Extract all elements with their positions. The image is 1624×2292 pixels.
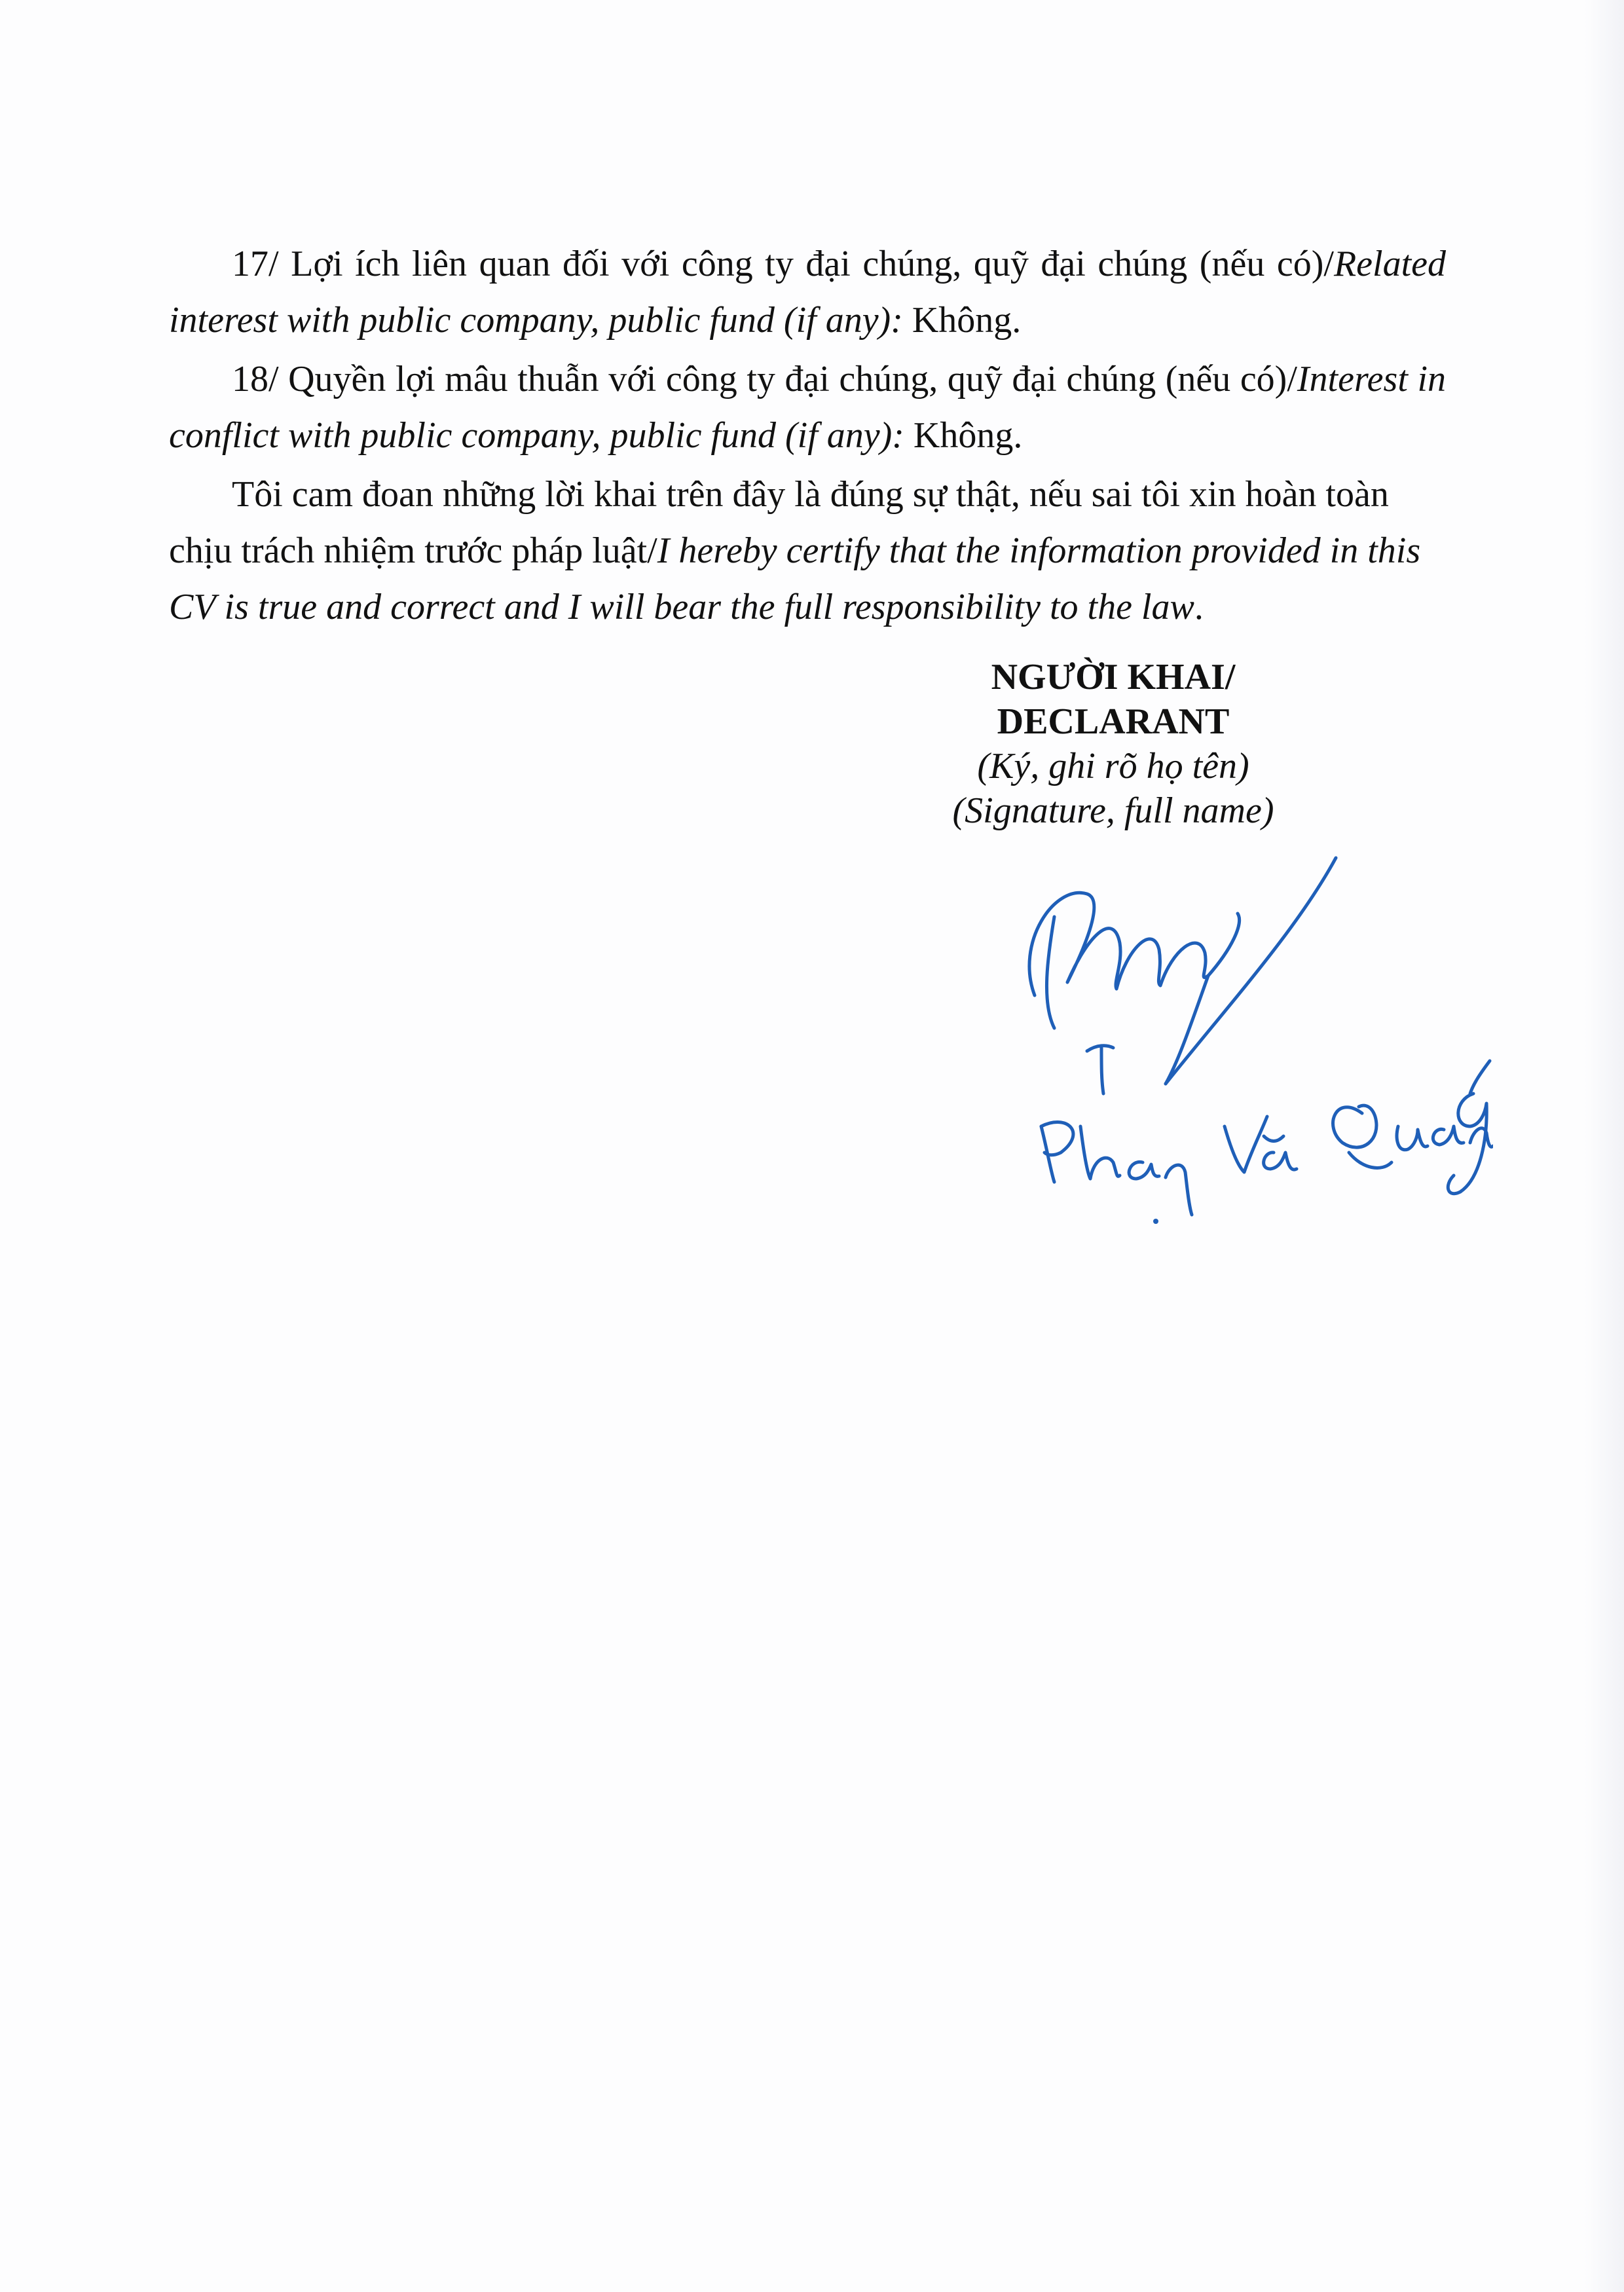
item-18-answer: Không.	[904, 415, 1023, 456]
page-edge-shadow	[1585, 0, 1624, 2292]
declaration-body	[169, 236, 1446, 638]
item-17-paragraph	[169, 236, 1446, 348]
item-18-paragraph	[169, 351, 1446, 464]
item-18-english: Interest in conflict with public company, public fund (if any):	[169, 359, 1447, 456]
certification-text: Tôi cam đoan những lời khai trên đây là đúng sự thật, nếu sai tôi xin hoàn toàn chịu trách nhiệm trước pháp luật/	[169, 474, 1389, 571]
declarant-title-line1: NGƯỜI KHAI/	[991, 657, 1236, 697]
handwritten-signature	[956, 786, 1493, 1231]
item-18-text: 18/ Quyền lợi mâu thuẫn với công ty đại chúng, quỹ đại chúng (nếu có)/	[232, 359, 1297, 399]
item-17-answer: Không.	[902, 300, 1022, 341]
certification-end: .	[1194, 587, 1204, 627]
signature-note-vi: (Ký, ghi rõ họ tên)	[977, 746, 1249, 786]
declarant-title-line2: DECLARANT	[997, 701, 1230, 742]
item-17-text: 17/ Lợi ích liên quan đối với công ty đại chúng, quỹ đại chúng (nếu có)/	[232, 244, 1334, 284]
signature-drawing	[956, 786, 1493, 1231]
signature-note-en: (Signature, full name)	[952, 790, 1274, 831]
certification-english: I hereby certify that the information provided in this CV is true and correct and I will bear the full responsibility to the law	[169, 530, 1421, 627]
certification-paragraph	[169, 466, 1446, 635]
item-17-english: Related interest with public company, public fund (if any):	[169, 244, 1446, 341]
